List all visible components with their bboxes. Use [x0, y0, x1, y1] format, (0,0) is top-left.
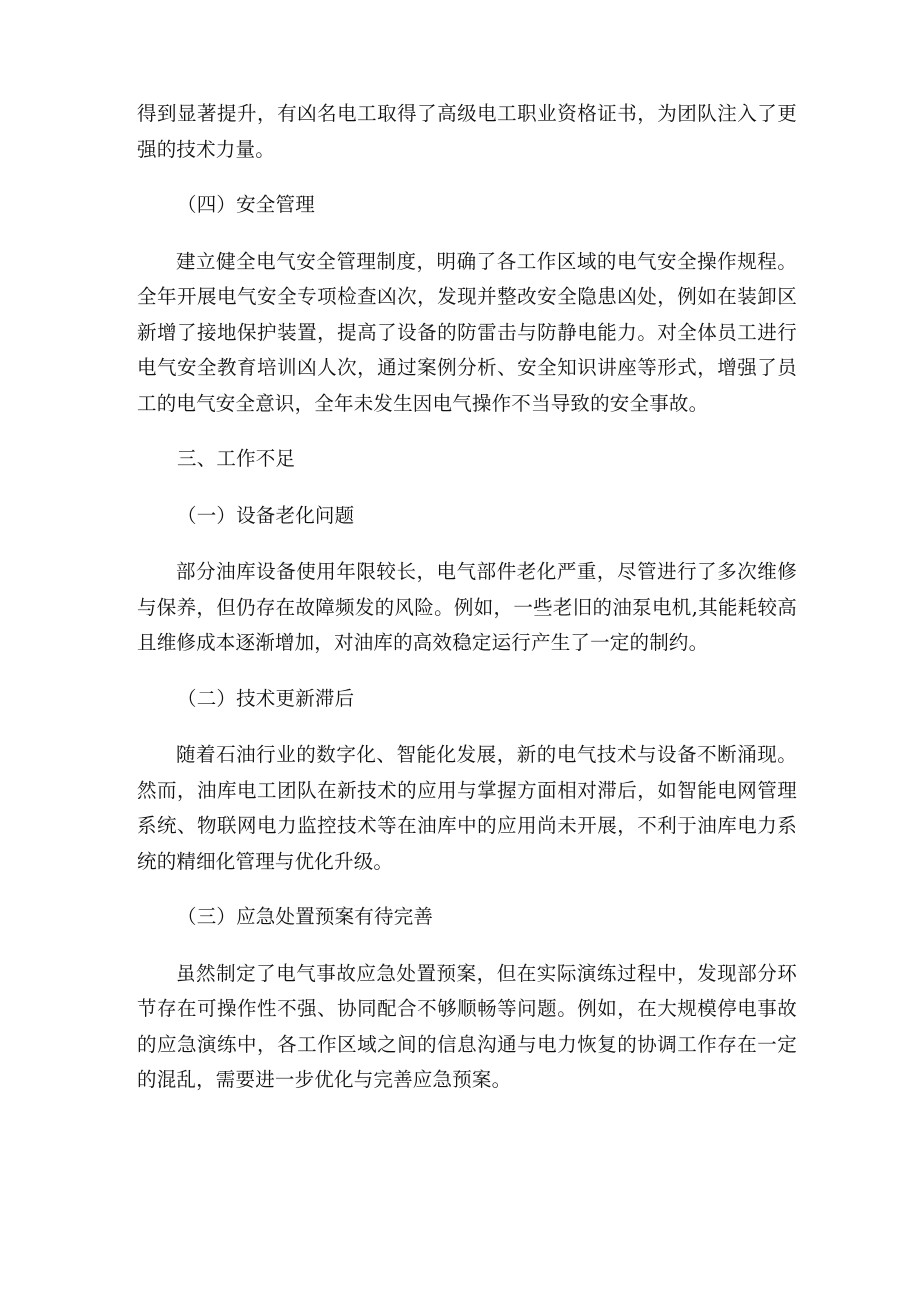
section-heading-equipment-aging: （一）设备老化问题	[177, 503, 355, 527]
section-heading-emergency-plan: （三）应急处置预案有待完善	[177, 905, 434, 928]
section-heading-safety-management: （四）安全管理	[177, 193, 315, 216]
paragraph-equipment-aging: 部分油库设备使用年限较长，电气部件老化严重，尽管进行了多次维修与保养，但仍存在故障频发的风险。例如，一些老旧的油泵电机,其能耗较高且维修成本逐渐增加，对油库的高效稳定运行产生了一定的制约。	[137, 560, 797, 654]
paragraph-safety-management: 建立健全电气安全管理制度，明确了各工作区域的电气安全操作规程。全年开展电气安全专项检查凶次，发现并整改安全隐患凶处，例如在装卸区新增了接地保护装置，提高了设备的防雷击与防静电能力。对全体员工进行电气安全教育培训凶人次，通过案例分析、安全知识讲座等形式，增强了员工的电气安全意识，全年未发生因电气操作不当导致的安全事故。	[137, 249, 797, 415]
paragraph-technology-lag: 随着石油行业的数字化、智能化发展，新的电气技术与设备不断涌现。然而，油库电工团队在新技术的应用与掌握方面相对滞后，如智能电网管理系统、物联网电力监控技术等在油库中的应用尚未开展，不利于油库电力系统的精细化管理与优化升级。	[137, 743, 797, 873]
section-heading-technology-lag: （二）技术更新滞后	[177, 686, 355, 710]
paragraph-emergency-plan: 虽然制定了电气事故应急处置预案，但在实际演练过程中，发现部分环节存在可操作性不强、协同配合不够顺畅等问题。例如，在大规模停电事故的应急演练中，各工作区域之间的信息沟通与电力恢复的协调工作存在一定的混乱，需要进一步优化与完善应急预案。	[137, 961, 797, 1091]
paragraph-continued: 得到显著提升，有凶名电工取得了高级电工职业资格证书，为团队注入了更强的技术力量。	[137, 102, 797, 161]
section-heading-shortcomings: 三、工作不足	[177, 447, 296, 470]
document-body	[137, 96, 797, 1118]
